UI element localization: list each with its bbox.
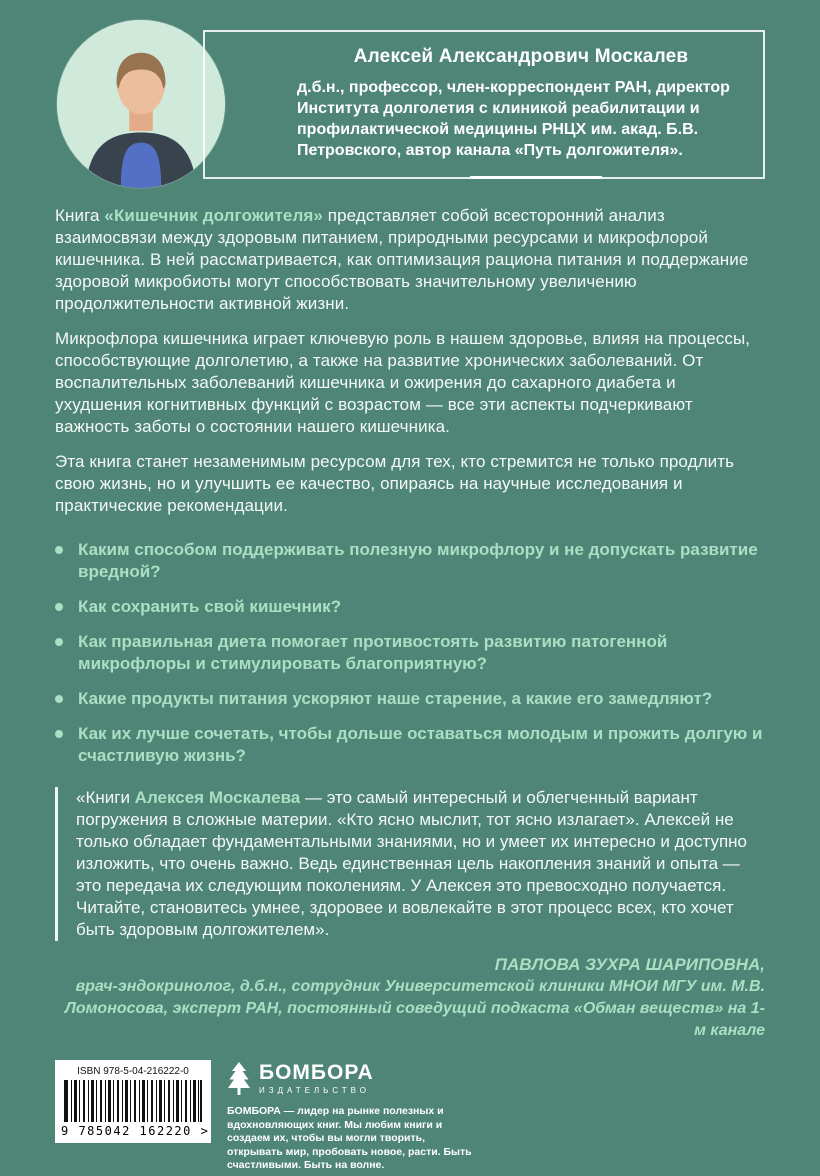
publisher-block xyxy=(227,1060,482,1173)
isbn-block xyxy=(55,1060,211,1143)
barcode xyxy=(64,1080,202,1122)
footer xyxy=(55,1060,765,1173)
publisher-name: БОМБОРА xyxy=(259,1061,374,1084)
list-item xyxy=(55,631,765,675)
paragraph-1-pre: Книга xyxy=(55,206,105,225)
reviewer-role: врач-эндокринолог, д.б.н., сотрудник Университетской клиники МНОИ МГУ им. М.В. Ломоносова, эксперт РАН, постоянный соведущий подкаста «Обман веществ» на 1-м канале xyxy=(64,978,765,1039)
list-item-text: Каким способом поддерживать полезную микрофлору и не допускать развитие вредной? xyxy=(78,540,758,581)
publisher-logo xyxy=(227,1062,482,1095)
question-list xyxy=(55,539,765,767)
author-info-box xyxy=(203,30,765,179)
list-item-text: Как правильная диета помогает противостоять развитию патогенной микрофлоры и стимулировать благоприятную? xyxy=(78,632,668,673)
list-item-text: Какие продукты питания ускоряют наше старение, а какие его замедляют? xyxy=(78,689,713,708)
bullet-dot-icon xyxy=(55,730,63,738)
tree-icon xyxy=(227,1062,251,1095)
book-title-highlight: «Кишечник долгожителя» xyxy=(104,206,323,225)
list-item xyxy=(55,723,765,767)
paragraph-3: Эта книга станет незаменимым ресурсом для тех, кто стремится не только продлить свою жизнь, но и улучшить ее качество, опираясь на научные исследования и практические рекомендации. xyxy=(55,452,735,515)
person-icon xyxy=(57,20,225,188)
publisher-blurb: БОМБОРА — лидер на рынке полезных и вдохновляющих книг. Мы любим книги и создаем их, чтобы вы могли творить, открывать мир, пробовать новое, расти. Быть счастливыми. Быть на волне. xyxy=(227,1105,472,1171)
decorative-line xyxy=(470,176,602,179)
list-item xyxy=(55,539,765,583)
author-name-highlight: Алексея Москалева xyxy=(134,788,301,807)
author-bio: д.б.н., профессор, член-корреспондент РАН, директор Института долголетия с клиникой реабилитации и профилактической медицины РНЦХ им. акад. Б.В. Петровского, автор канала «Путь долгожителя». xyxy=(297,79,730,159)
bullet-dot-icon xyxy=(55,695,63,703)
paragraph-1 xyxy=(55,205,765,315)
list-item xyxy=(55,688,765,710)
isbn-label: ISBN 978-5-04-216222-0 xyxy=(77,1066,189,1077)
list-item-text: Как сохранить свой кишечник? xyxy=(78,597,342,616)
list-item xyxy=(55,596,765,618)
quote-post: — это самый интересный и облегченный вариант погружения в сложные материи. «Кто ясно мыслит, тот ясно излагает». Алексей не только обладает фундаментальными знаниями, но и умеет их интересно и доступно изложить, что очень важно. Ведь единственная цель накопления знаний и опыта — это передача их следующим поколениям. У Алексея это превосходно получается. Читайте, становитесь умнее, здоровее и вовлекайте в этот процесс всех, кто хочет быть здоровым долгожителем». xyxy=(76,788,748,939)
paragraph-1-post: представляет собой всесторонний анализ взаимосвязи между здоровым питанием, природными ресурсами и микрофлорой кишечника. В ней рассматривается, как оптимизация рациона питания и поддержание здоровой микробиоты могут способствовать значительному увеличению продолжительности активной жизни. xyxy=(55,206,749,313)
review-quote xyxy=(55,787,765,941)
reviewer-name: ПАВЛОВА ЗУХРА ШАРИПОВНА, xyxy=(494,955,765,974)
bullet-dot-icon xyxy=(55,638,63,646)
paragraph-2: Микрофлора кишечника играет ключевую роль в нашем здоровье, влияя на процессы, способствующие долголетию, а также на развитие хронических заболеваний. От воспалительных заболеваний кишечника и ожирения до сахарного диабета и ухудшения когнитивных функций с возрастом — все эти аспекты подчеркивают важность заботы о состоянии нашего кишечника. xyxy=(55,329,751,436)
bullet-dot-icon xyxy=(55,603,63,611)
author-card xyxy=(55,0,765,179)
author-portrait xyxy=(57,20,225,188)
barcode-digits: 9 785042 162220 > xyxy=(61,1124,210,1138)
list-item-text: Как их лучше сочетать, чтобы дольше оставаться молодым и прожить долгую и счастливую жизнь? xyxy=(78,724,763,765)
reviewer-attribution xyxy=(55,953,765,1042)
book-description xyxy=(55,205,765,517)
author-name: Алексей Александрович Москалев xyxy=(353,46,689,67)
quote-pre: «Книги xyxy=(76,788,135,807)
publisher-subtitle: ИЗДАТЕЛЬСТВО xyxy=(259,1086,370,1095)
publisher-logo-text xyxy=(259,1062,374,1095)
bullet-dot-icon xyxy=(55,546,63,554)
